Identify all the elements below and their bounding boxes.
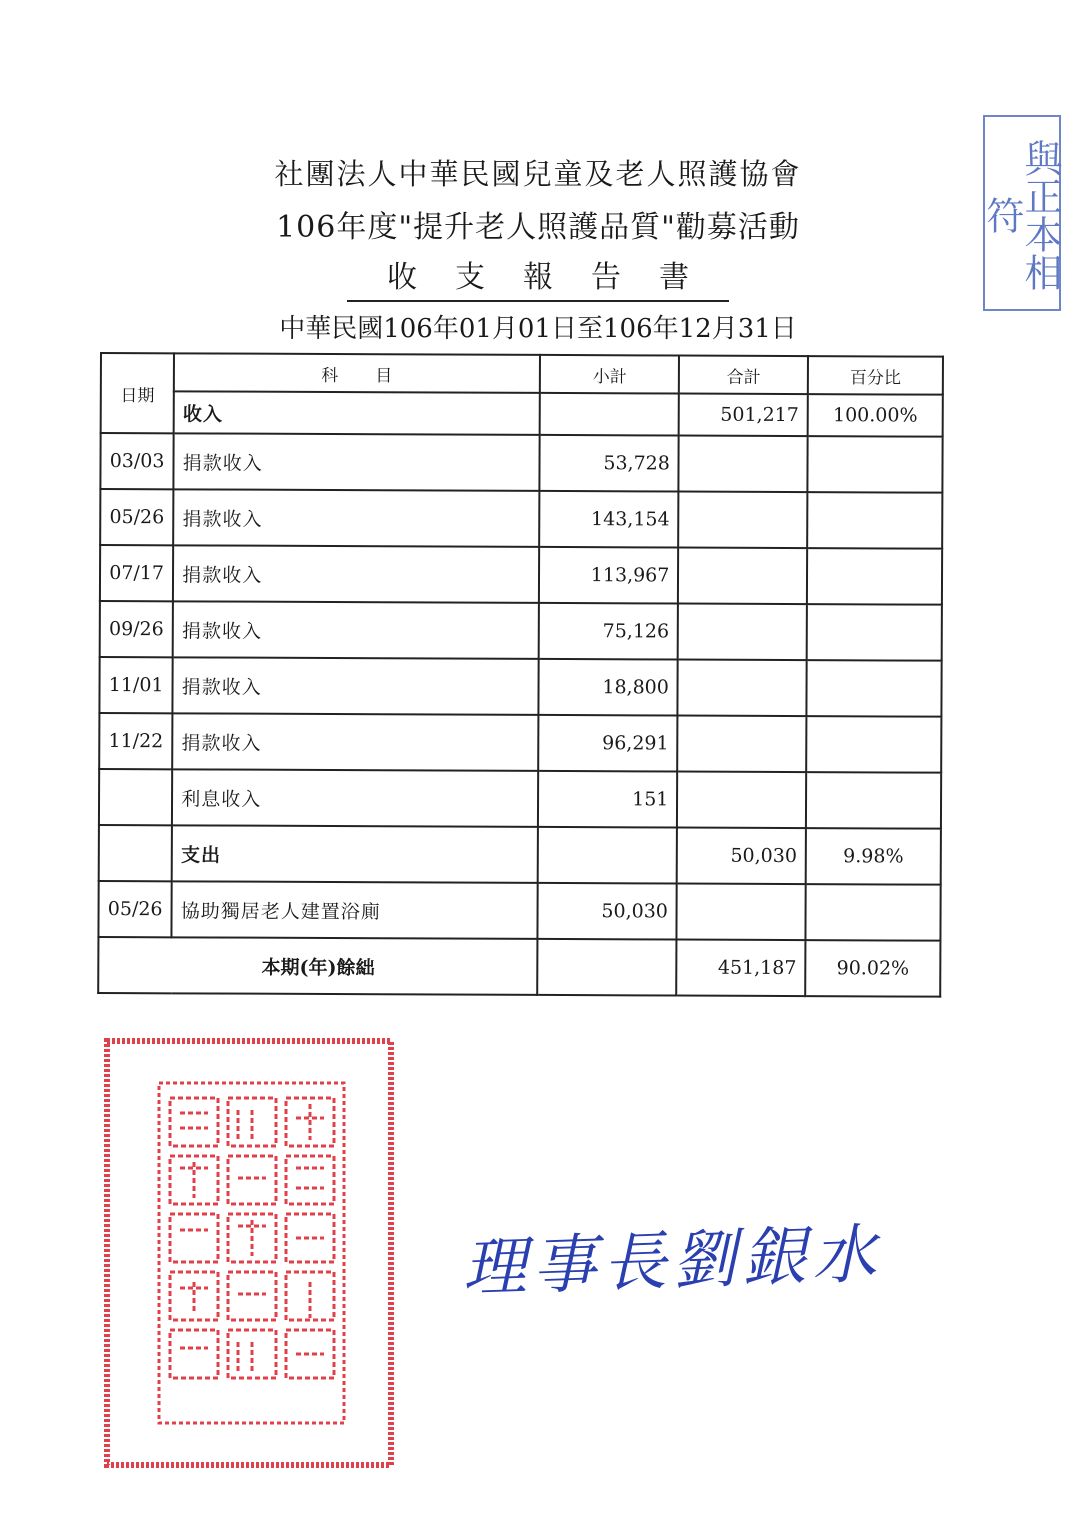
expense-total: 50,030 — [677, 828, 806, 885]
certified-copy-stamp: 與正本相符 — [983, 115, 1061, 311]
table-row — [98, 881, 940, 941]
income-expense-table — [97, 352, 944, 998]
table-header-row — [101, 353, 943, 395]
expense-label: 支出 — [172, 825, 539, 883]
balance-total: 451,187 — [677, 940, 806, 997]
row-date: 05/26 — [100, 489, 173, 545]
row-subtotal: 18,800 — [539, 659, 678, 716]
doc-title: 收支報告書 — [347, 252, 729, 302]
header-total: 合計 — [679, 356, 808, 395]
expense-percent: 9.98% — [806, 828, 941, 885]
header-subtotal: 小計 — [540, 355, 679, 394]
income-percent: 100.00% — [808, 394, 943, 437]
row-total — [678, 548, 807, 605]
table-row — [99, 657, 941, 717]
row-percent — [807, 492, 942, 549]
row-date — [99, 825, 172, 881]
row-date: 09/26 — [100, 601, 173, 657]
header-subject: 科 目 — [174, 353, 540, 393]
row-subject: 捐款收入 — [173, 489, 540, 547]
row-total — [678, 492, 807, 549]
row-total — [677, 884, 806, 941]
row-subtotal: 143,154 — [540, 491, 679, 548]
balance-percent: 90.02% — [805, 940, 940, 997]
row-subtotal: 113,967 — [539, 547, 678, 604]
expense-subtotal — [538, 827, 677, 884]
expense-summary-row — [99, 825, 941, 885]
row-percent — [807, 660, 942, 717]
income-label: 收入 — [174, 391, 540, 435]
row-subject: 捐款收入 — [173, 545, 540, 603]
row-subtotal: 50,030 — [538, 883, 677, 940]
row-date: 05/26 — [98, 881, 171, 937]
row-subtotal: 151 — [538, 771, 677, 828]
chairman-signature: 理事長劉銀水 — [461, 1217, 884, 1307]
row-date: 11/22 — [99, 713, 172, 769]
row-total — [678, 716, 807, 773]
row-subject: 捐款收入 — [173, 601, 540, 659]
row-percent — [806, 884, 941, 941]
row-date: 11/01 — [99, 657, 172, 713]
row-total — [678, 604, 807, 661]
balance-subtotal — [538, 939, 677, 996]
row-subtotal: 53,728 — [540, 435, 679, 492]
row-date: 07/17 — [100, 545, 173, 601]
row-subject: 捐款收入 — [173, 657, 540, 715]
income-summary-row — [101, 391, 943, 437]
income-total: 501,217 — [679, 394, 808, 437]
table-row — [100, 489, 942, 549]
row-percent — [807, 548, 942, 605]
table-row — [100, 433, 942, 493]
table-row — [99, 769, 941, 829]
row-subject: 利息收入 — [172, 769, 539, 827]
doc-title-wrap — [0, 252, 1076, 302]
row-subject: 協助獨居老人建置浴廁 — [172, 881, 539, 939]
organization-seal — [104, 1038, 394, 1468]
header-date: 日期 — [101, 353, 175, 433]
row-percent — [808, 436, 943, 493]
table-row — [100, 545, 942, 605]
row-subtotal: 75,126 — [539, 603, 678, 660]
campaign-title: 106年度"提升老人照護品質"勸募活動 — [276, 210, 800, 245]
income-subtotal — [540, 393, 679, 436]
row-date: 03/03 — [100, 433, 173, 489]
header-percent: 百分比 — [808, 356, 943, 395]
org-name: 社團法人中華民國兒童及老人照護協會 — [274, 157, 802, 191]
report-period: 中華民國106年01月01日至106年12月31日 — [279, 314, 797, 344]
row-subject: 捐款收入 — [174, 433, 541, 491]
row-percent — [806, 716, 941, 773]
table-row — [99, 713, 941, 773]
row-percent — [807, 604, 942, 661]
row-percent — [806, 772, 941, 829]
row-total — [677, 772, 806, 829]
balance-row — [98, 937, 940, 997]
balance-label: 本期(年)餘絀 — [98, 937, 538, 995]
row-total — [679, 436, 808, 493]
row-subject: 捐款收入 — [172, 713, 539, 771]
row-subtotal: 96,291 — [539, 715, 678, 772]
row-date — [99, 769, 172, 825]
table-row — [100, 601, 942, 661]
row-total — [678, 660, 807, 717]
